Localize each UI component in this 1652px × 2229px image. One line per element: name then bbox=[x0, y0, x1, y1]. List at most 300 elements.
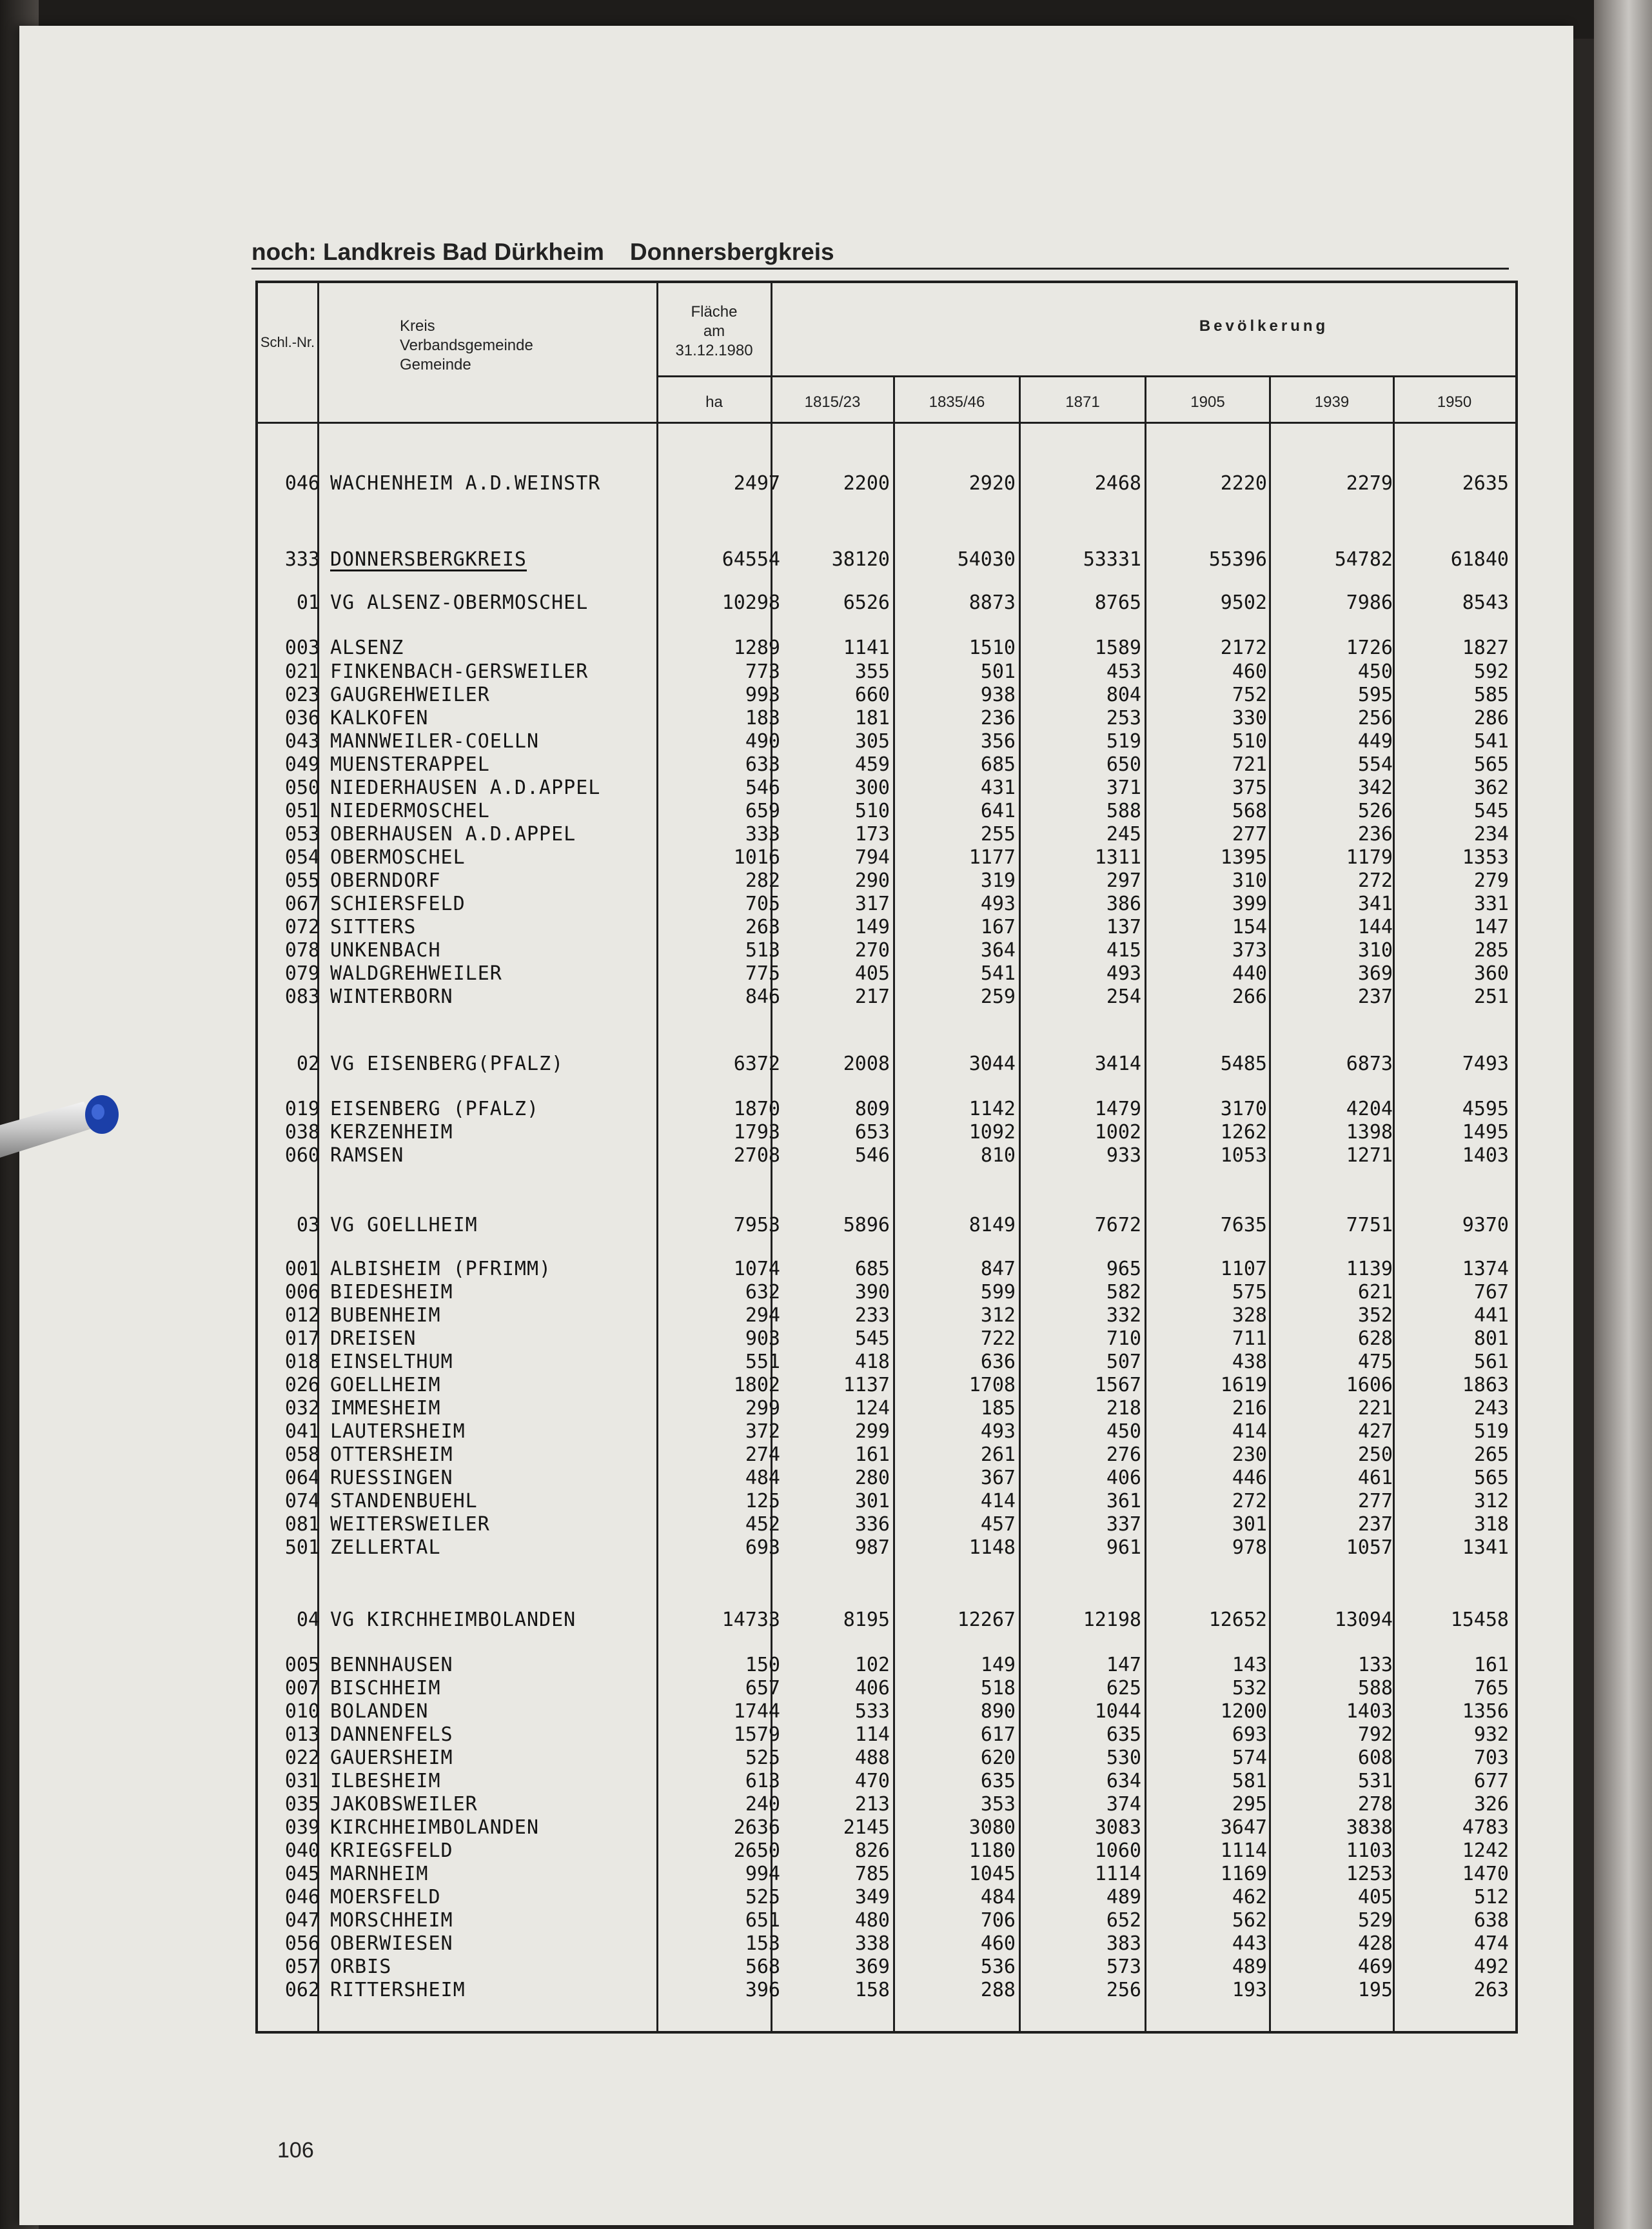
cell-population: 1200 bbox=[1220, 1700, 1267, 1723]
cell-population: 2008 bbox=[843, 1053, 890, 1075]
cell-population: 181 bbox=[854, 707, 890, 729]
header-rule-group bbox=[656, 375, 1515, 377]
row-key: 062 bbox=[284, 1979, 320, 2001]
cell-area: 846 bbox=[745, 986, 780, 1008]
cell-population: 195 bbox=[1357, 1979, 1393, 2001]
cell-area: 7953 bbox=[733, 1214, 780, 1236]
cell-population: 406 bbox=[854, 1677, 890, 1699]
row-name: NIEDERMOSCHEL bbox=[330, 800, 490, 822]
table-row bbox=[258, 1397, 1515, 1420]
table-row bbox=[258, 1839, 1515, 1863]
row-key: 02 bbox=[296, 1053, 320, 1075]
table-row bbox=[258, 472, 1515, 495]
cell-population: 533 bbox=[854, 1700, 890, 1723]
table-row bbox=[258, 1281, 1515, 1304]
cell-population: 554 bbox=[1357, 753, 1393, 776]
table-row bbox=[258, 1144, 1515, 1167]
cell-population: 507 bbox=[1106, 1351, 1141, 1373]
cell-population: 256 bbox=[1357, 707, 1393, 729]
table-row bbox=[258, 777, 1515, 800]
cell-population: 12652 bbox=[1208, 1609, 1267, 1631]
cell-population: 461 bbox=[1357, 1467, 1393, 1489]
cell-population: 250 bbox=[1357, 1443, 1393, 1466]
row-name: OTTERSHEIM bbox=[330, 1443, 453, 1466]
table-row bbox=[258, 986, 1515, 1009]
header-year-1: 1815/23 bbox=[804, 393, 861, 411]
cell-population: 318 bbox=[1473, 1513, 1509, 1536]
table-row bbox=[258, 1053, 1515, 1076]
row-key: 021 bbox=[284, 660, 320, 683]
cell-population: 185 bbox=[980, 1397, 1016, 1420]
cell-population: 261 bbox=[980, 1443, 1016, 1466]
cell-population: 1148 bbox=[969, 1536, 1016, 1559]
cell-population: 154 bbox=[1232, 916, 1267, 938]
cell-population: 237 bbox=[1357, 1513, 1393, 1536]
cell-population: 469 bbox=[1357, 1956, 1393, 1978]
cell-population: 285 bbox=[1473, 939, 1509, 962]
row-name: SITTERS bbox=[330, 916, 417, 938]
cell-area: 294 bbox=[745, 1304, 780, 1327]
cell-population: 158 bbox=[854, 1979, 890, 2001]
cell-population: 652 bbox=[1106, 1909, 1141, 1932]
cell-population: 1726 bbox=[1346, 637, 1393, 659]
row-name: JAKOBSWEILER bbox=[330, 1793, 478, 1816]
cell-population: 685 bbox=[854, 1258, 890, 1280]
row-name: DREISEN bbox=[330, 1327, 417, 1350]
header-name bbox=[400, 317, 645, 375]
cell-population: 685 bbox=[980, 753, 1016, 776]
table-row bbox=[258, 730, 1515, 753]
page-number: 106 bbox=[277, 2138, 314, 2163]
cell-population: 310 bbox=[1357, 939, 1393, 962]
row-name: GOELLHEIM bbox=[330, 1374, 441, 1396]
cell-population: 362 bbox=[1473, 777, 1509, 799]
cell-population: 660 bbox=[854, 684, 890, 706]
cell-population: 7493 bbox=[1462, 1053, 1509, 1075]
cell-population: 319 bbox=[980, 869, 1016, 892]
cell-population: 428 bbox=[1357, 1932, 1393, 1955]
cell-area: 2497 bbox=[733, 472, 780, 495]
row-key: 043 bbox=[284, 730, 320, 753]
cell-population: 450 bbox=[1106, 1420, 1141, 1443]
row-key: 041 bbox=[284, 1420, 320, 1443]
cell-population: 373 bbox=[1232, 939, 1267, 962]
cell-population: 1092 bbox=[969, 1121, 1016, 1144]
row-name: NIEDERHAUSEN A.D.APPEL bbox=[330, 777, 601, 799]
cell-population: 431 bbox=[980, 777, 1016, 799]
population-table bbox=[255, 281, 1518, 2034]
cell-population: 574 bbox=[1232, 1747, 1267, 1769]
cell-population: 1708 bbox=[969, 1374, 1016, 1396]
cell-population: 137 bbox=[1106, 916, 1141, 938]
header-right: Donnersbergkreis bbox=[629, 239, 834, 265]
cell-population: 710 bbox=[1106, 1327, 1141, 1350]
cell-population: 217 bbox=[854, 986, 890, 1008]
table-row bbox=[258, 1863, 1515, 1886]
row-key: 064 bbox=[284, 1467, 320, 1489]
table-row bbox=[258, 1327, 1515, 1351]
row-name: VG GOELLHEIM bbox=[330, 1214, 478, 1236]
row-key: 012 bbox=[284, 1304, 320, 1327]
table-row bbox=[258, 1700, 1515, 1723]
cell-area: 6372 bbox=[733, 1053, 780, 1075]
cell-population: 8195 bbox=[843, 1609, 890, 1631]
cell-population: 568 bbox=[1232, 800, 1267, 822]
cell-population: 801 bbox=[1473, 1327, 1509, 1350]
cell-population: 53331 bbox=[1083, 548, 1141, 571]
cell-population: 1398 bbox=[1346, 1121, 1393, 1144]
cell-population: 161 bbox=[854, 1443, 890, 1466]
cell-population: 300 bbox=[854, 777, 890, 799]
cell-population: 457 bbox=[980, 1513, 1016, 1536]
cell-area: 994 bbox=[745, 1863, 780, 1885]
cell-population: 342 bbox=[1357, 777, 1393, 799]
header-year-5: 1939 bbox=[1314, 393, 1350, 411]
cell-population: 1619 bbox=[1220, 1374, 1267, 1396]
cell-population: 1114 bbox=[1220, 1839, 1267, 1862]
row-key: 036 bbox=[284, 707, 320, 729]
cell-population: 541 bbox=[1473, 730, 1509, 753]
row-key: 04 bbox=[296, 1609, 320, 1631]
cell-population: 317 bbox=[854, 893, 890, 915]
table-row bbox=[258, 1956, 1515, 1979]
cell-population: 4783 bbox=[1462, 1816, 1509, 1839]
row-name: SCHIERSFELD bbox=[330, 893, 466, 915]
row-name: MORSCHHEIM bbox=[330, 1909, 453, 1932]
header-area-l2: am bbox=[703, 322, 725, 340]
cell-population: 636 bbox=[980, 1351, 1016, 1373]
cell-population: 546 bbox=[854, 1144, 890, 1167]
cell-population: 1827 bbox=[1462, 637, 1509, 659]
row-name: ZELLERTAL bbox=[330, 1536, 441, 1559]
cell-population: 328 bbox=[1232, 1304, 1267, 1327]
cell-population: 501 bbox=[980, 660, 1016, 683]
cell-population: 484 bbox=[980, 1886, 1016, 1908]
cell-population: 1044 bbox=[1094, 1700, 1141, 1723]
cell-area: 1289 bbox=[733, 637, 780, 659]
cell-area: 632 bbox=[745, 1281, 780, 1303]
cell-area: 705 bbox=[745, 893, 780, 915]
cell-population: 390 bbox=[854, 1281, 890, 1303]
cell-area: 693 bbox=[745, 1536, 780, 1559]
cell-population: 1114 bbox=[1094, 1863, 1141, 1885]
cell-area: 14733 bbox=[722, 1609, 780, 1631]
cell-area: 551 bbox=[745, 1351, 780, 1373]
header-rule bbox=[251, 268, 1509, 270]
row-key: 056 bbox=[284, 1932, 320, 1955]
cell-population: 233 bbox=[854, 1304, 890, 1327]
cell-population: 270 bbox=[854, 939, 890, 962]
cell-population: 650 bbox=[1106, 753, 1141, 776]
row-name: VG EISENBERG(PFALZ) bbox=[330, 1053, 564, 1075]
row-name: KERZENHEIM bbox=[330, 1121, 453, 1144]
cell-population: 3838 bbox=[1346, 1816, 1393, 1839]
cell-population: 375 bbox=[1232, 777, 1267, 799]
cell-population: 193 bbox=[1232, 1979, 1267, 2001]
cell-population: 360 bbox=[1473, 962, 1509, 985]
cell-population: 149 bbox=[980, 1654, 1016, 1676]
row-name: EISENBERG (PFALZ) bbox=[330, 1098, 540, 1120]
cell-area: 64554 bbox=[722, 548, 780, 571]
cell-area: 1074 bbox=[733, 1258, 780, 1280]
page-header bbox=[251, 239, 834, 266]
cell-population: 310 bbox=[1232, 869, 1267, 892]
table-row bbox=[258, 823, 1515, 846]
table-row bbox=[258, 660, 1515, 684]
row-key: 01 bbox=[296, 591, 320, 614]
cell-area: 490 bbox=[745, 730, 780, 753]
cell-population: 277 bbox=[1232, 823, 1267, 846]
cell-population: 446 bbox=[1232, 1467, 1267, 1489]
cell-population: 653 bbox=[854, 1121, 890, 1144]
cell-population: 2920 bbox=[969, 472, 1016, 495]
row-key: 038 bbox=[284, 1121, 320, 1144]
cell-population: 536 bbox=[980, 1956, 1016, 1978]
table-row bbox=[258, 684, 1515, 707]
cell-population: 804 bbox=[1106, 684, 1141, 706]
table-row bbox=[258, 548, 1515, 571]
cell-population: 628 bbox=[1357, 1327, 1393, 1350]
cell-population: 1045 bbox=[969, 1863, 1016, 1885]
cell-population: 493 bbox=[980, 893, 1016, 915]
cell-population: 519 bbox=[1106, 730, 1141, 753]
cell-population: 4204 bbox=[1346, 1098, 1393, 1120]
cell-population: 721 bbox=[1232, 753, 1267, 776]
cell-area: 2636 bbox=[733, 1816, 780, 1839]
row-name: UNKENBACH bbox=[330, 939, 441, 962]
cell-population: 297 bbox=[1106, 869, 1141, 892]
row-name: IMMESHEIM bbox=[330, 1397, 441, 1420]
cell-population: 161 bbox=[1473, 1654, 1509, 1676]
cell-area: 775 bbox=[745, 962, 780, 985]
cell-area: 659 bbox=[745, 800, 780, 822]
cell-area: 125 bbox=[745, 1490, 780, 1512]
cell-population: 792 bbox=[1357, 1723, 1393, 1746]
cell-population: 1177 bbox=[969, 846, 1016, 869]
cell-population: 418 bbox=[854, 1351, 890, 1373]
table-row bbox=[258, 800, 1515, 823]
row-key: 003 bbox=[284, 637, 320, 659]
table-row bbox=[258, 916, 1515, 939]
cell-population: 280 bbox=[854, 1467, 890, 1489]
header-left: noch: Landkreis Bad Dürkheim bbox=[251, 239, 604, 265]
cell-population: 5896 bbox=[843, 1214, 890, 1236]
cell-population: 2220 bbox=[1220, 472, 1267, 495]
cell-population: 1353 bbox=[1462, 846, 1509, 869]
cell-population: 3647 bbox=[1220, 1816, 1267, 1839]
cell-area: 773 bbox=[745, 660, 780, 683]
cell-population: 54782 bbox=[1334, 548, 1393, 571]
cell-population: 460 bbox=[1232, 660, 1267, 683]
cell-area: 452 bbox=[745, 1513, 780, 1536]
cell-population: 488 bbox=[854, 1747, 890, 1769]
cell-area: 240 bbox=[745, 1793, 780, 1816]
cell-area: 484 bbox=[745, 1467, 780, 1489]
cell-population: 562 bbox=[1232, 1909, 1267, 1932]
table-row bbox=[258, 1214, 1515, 1237]
row-key: 022 bbox=[284, 1747, 320, 1769]
row-name: WACHENHEIM A.D.WEINSTR bbox=[330, 472, 601, 495]
cell-population: 341 bbox=[1357, 893, 1393, 915]
cell-population: 305 bbox=[854, 730, 890, 753]
cell-population: 938 bbox=[980, 684, 1016, 706]
cell-area: 150 bbox=[745, 1654, 780, 1676]
cell-population: 286 bbox=[1473, 707, 1509, 729]
cell-population: 167 bbox=[980, 916, 1016, 938]
cell-population: 1606 bbox=[1346, 1374, 1393, 1396]
cell-population: 245 bbox=[1106, 823, 1141, 846]
cell-population: 330 bbox=[1232, 707, 1267, 729]
cell-area: 546 bbox=[745, 777, 780, 799]
row-key: 083 bbox=[284, 986, 320, 1008]
row-key: 007 bbox=[284, 1677, 320, 1699]
row-name: OBERWIESEN bbox=[330, 1932, 453, 1955]
cell-population: 12198 bbox=[1083, 1609, 1141, 1631]
cell-population: 355 bbox=[854, 660, 890, 683]
row-key: 055 bbox=[284, 869, 320, 892]
row-key: 045 bbox=[284, 1863, 320, 1885]
cell-population: 625 bbox=[1106, 1677, 1141, 1699]
row-key: 046 bbox=[284, 472, 320, 495]
cell-population: 369 bbox=[1357, 962, 1393, 985]
cell-population: 677 bbox=[1473, 1770, 1509, 1792]
cell-population: 1589 bbox=[1094, 637, 1141, 659]
cell-area: 1793 bbox=[733, 1121, 780, 1144]
cell-population: 1253 bbox=[1346, 1863, 1393, 1885]
cell-population: 8765 bbox=[1094, 591, 1141, 614]
cell-population: 1053 bbox=[1220, 1144, 1267, 1167]
cell-population: 337 bbox=[1106, 1513, 1141, 1536]
cell-population: 588 bbox=[1106, 800, 1141, 822]
cell-area: 396 bbox=[745, 1979, 780, 2001]
cell-population: 529 bbox=[1357, 1909, 1393, 1932]
row-name: FINKENBACH-GERSWEILER bbox=[330, 660, 589, 683]
table-row bbox=[258, 962, 1515, 986]
cell-population: 2172 bbox=[1220, 637, 1267, 659]
cell-population: 1567 bbox=[1094, 1374, 1141, 1396]
cell-area: 513 bbox=[745, 939, 780, 962]
row-key: 081 bbox=[284, 1513, 320, 1536]
table-row bbox=[258, 846, 1515, 869]
cell-population: 492 bbox=[1473, 1956, 1509, 1978]
cell-population: 978 bbox=[1232, 1536, 1267, 1559]
row-key: 018 bbox=[284, 1351, 320, 1373]
cell-population: 143 bbox=[1232, 1654, 1267, 1676]
row-key: 031 bbox=[284, 1770, 320, 1792]
cell-population: 1271 bbox=[1346, 1144, 1393, 1167]
row-key: 079 bbox=[284, 962, 320, 985]
header-rule-nr bbox=[258, 422, 317, 424]
table-row bbox=[258, 939, 1515, 962]
cell-population: 301 bbox=[1232, 1513, 1267, 1536]
row-key: 072 bbox=[284, 916, 320, 938]
row-name: DANNENFELS bbox=[330, 1723, 453, 1746]
cell-population: 102 bbox=[854, 1654, 890, 1676]
cell-population: 519 bbox=[1473, 1420, 1509, 1443]
header-year-3: 1871 bbox=[1065, 393, 1100, 411]
row-name: RITTERSHEIM bbox=[330, 1979, 466, 2001]
row-key: 013 bbox=[284, 1723, 320, 1746]
row-key: 054 bbox=[284, 846, 320, 869]
header-rule-bottom bbox=[317, 422, 1515, 424]
cell-population: 1169 bbox=[1220, 1863, 1267, 1885]
cell-population: 1103 bbox=[1346, 1839, 1393, 1862]
cell-population: 265 bbox=[1473, 1443, 1509, 1466]
cell-population: 1262 bbox=[1220, 1121, 1267, 1144]
cell-area: 1870 bbox=[733, 1098, 780, 1120]
cell-population: 8149 bbox=[969, 1214, 1016, 1236]
cell-area: 993 bbox=[745, 684, 780, 706]
cell-area: 263 bbox=[745, 916, 780, 938]
cell-population: 1374 bbox=[1462, 1258, 1509, 1280]
row-key: 074 bbox=[284, 1490, 320, 1512]
header-area bbox=[658, 302, 771, 361]
cell-area: 282 bbox=[745, 869, 780, 892]
table-row bbox=[258, 1443, 1515, 1467]
cell-area: 657 bbox=[745, 1677, 780, 1699]
table-row bbox=[258, 1304, 1515, 1327]
cell-area: 613 bbox=[745, 1770, 780, 1792]
row-key: 010 bbox=[284, 1700, 320, 1723]
cell-population: 438 bbox=[1232, 1351, 1267, 1373]
row-key: 005 bbox=[284, 1654, 320, 1676]
table-row bbox=[258, 893, 1515, 916]
table-row bbox=[258, 1536, 1515, 1560]
cell-population: 4595 bbox=[1462, 1098, 1509, 1120]
table-row bbox=[258, 1374, 1515, 1397]
cell-population: 1002 bbox=[1094, 1121, 1141, 1144]
cell-area: 1802 bbox=[733, 1374, 780, 1396]
row-name: BENNHAUSEN bbox=[330, 1654, 453, 1676]
cell-population: 312 bbox=[1473, 1490, 1509, 1512]
cell-area: 2650 bbox=[733, 1839, 780, 1862]
row-name: ILBESHEIM bbox=[330, 1770, 441, 1792]
cell-population: 722 bbox=[980, 1327, 1016, 1350]
cell-area: 1016 bbox=[733, 846, 780, 869]
row-name: STANDENBUEHL bbox=[330, 1490, 478, 1512]
row-key: 001 bbox=[284, 1258, 320, 1280]
cell-population: 1311 bbox=[1094, 846, 1141, 869]
table-row bbox=[258, 1909, 1515, 1932]
cell-population: 573 bbox=[1106, 1956, 1141, 1978]
cell-population: 276 bbox=[1106, 1443, 1141, 1466]
cell-population: 356 bbox=[980, 730, 1016, 753]
cell-population: 1179 bbox=[1346, 846, 1393, 869]
cell-population: 6873 bbox=[1346, 1053, 1393, 1075]
cell-population: 5485 bbox=[1220, 1053, 1267, 1075]
row-name: RUESSINGEN bbox=[330, 1467, 453, 1489]
cell-population: 890 bbox=[980, 1700, 1016, 1723]
pen bbox=[0, 1090, 129, 1161]
cell-population: 441 bbox=[1473, 1304, 1509, 1327]
cell-population: 810 bbox=[980, 1144, 1016, 1167]
cell-population: 1395 bbox=[1220, 846, 1267, 869]
cell-population: 526 bbox=[1357, 800, 1393, 822]
cell-population: 338 bbox=[854, 1932, 890, 1955]
cell-population: 1057 bbox=[1346, 1536, 1393, 1559]
row-name: OBERHAUSEN A.D.APPEL bbox=[330, 823, 576, 846]
header-area-unit: ha bbox=[705, 393, 723, 411]
cell-population: 114 bbox=[854, 1723, 890, 1746]
cell-population: 1356 bbox=[1462, 1700, 1509, 1723]
row-key: 501 bbox=[284, 1536, 320, 1559]
cell-population: 353 bbox=[980, 1793, 1016, 1816]
cell-area: 1579 bbox=[733, 1723, 780, 1746]
cell-population: 826 bbox=[854, 1839, 890, 1862]
cell-population: 545 bbox=[1473, 800, 1509, 822]
cell-population: 462 bbox=[1232, 1886, 1267, 1908]
cell-population: 1341 bbox=[1462, 1536, 1509, 1559]
